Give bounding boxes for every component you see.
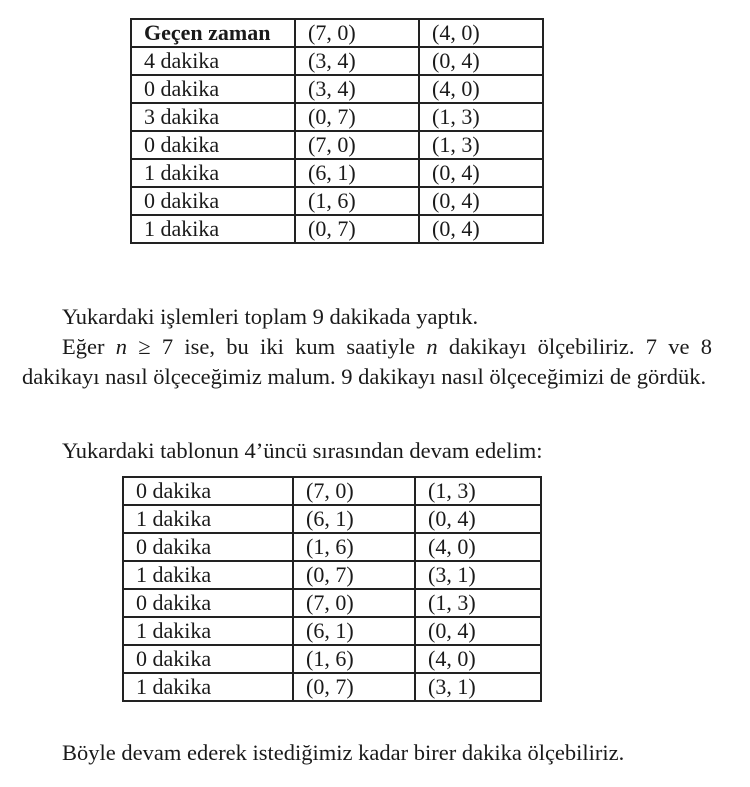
- table-cell: (4, 0): [415, 533, 541, 561]
- table-cell: (1, 3): [415, 589, 541, 617]
- table-cell: 1 dakika: [123, 505, 293, 533]
- table-cell: 0 dakika: [123, 645, 293, 673]
- table-cell: (0, 7): [295, 215, 419, 243]
- paragraph-text: Eğer: [62, 334, 116, 359]
- table-row: [123, 477, 541, 505]
- table-cell: (4, 0): [419, 75, 543, 103]
- table-cell: 0 dakika: [131, 75, 295, 103]
- table-cell: (0, 7): [293, 673, 415, 701]
- table-header-row: [131, 19, 543, 47]
- time-table-first: [130, 18, 544, 244]
- table-cell: (1, 6): [295, 187, 419, 215]
- table-cell: (0, 7): [295, 103, 419, 131]
- table-cell: (3, 1): [415, 561, 541, 589]
- table-cell: (0, 7): [293, 561, 415, 589]
- table-cell: (7, 0): [293, 589, 415, 617]
- table-cell: (3, 4): [295, 47, 419, 75]
- table-row: [131, 215, 543, 243]
- paragraph-text: ≥ 7 ise, bu iki kum saatiyle: [127, 334, 427, 359]
- table-cell: (7, 0): [293, 477, 415, 505]
- paragraph-text: dakikayı ölçebiliriz. 7 ve 8 dakikayı nasıl ölçeceğimiz malum. 9 dakikayı nasıl ölçeceğimizi de gördük.: [22, 334, 712, 389]
- table-cell: (4, 0): [415, 645, 541, 673]
- table-cell: (1, 6): [293, 533, 415, 561]
- table-cell: (3, 1): [415, 673, 541, 701]
- table-header-cell: (4, 0): [419, 19, 543, 47]
- paragraph-n-minutes: [22, 332, 712, 392]
- table-cell: 1 dakika: [123, 673, 293, 701]
- table-row: [123, 561, 541, 589]
- table-cell: (0, 4): [415, 505, 541, 533]
- table-cell: (0, 4): [419, 215, 543, 243]
- variable-n: n: [115, 334, 127, 359]
- table-cell: 0 dakika: [131, 131, 295, 159]
- table-cell: (0, 4): [415, 617, 541, 645]
- table-cell: 1 dakika: [123, 561, 293, 589]
- table-cell: 1 dakika: [131, 159, 295, 187]
- table-row: [123, 505, 541, 533]
- table-cell: (3, 4): [295, 75, 419, 103]
- table-cell: 1 dakika: [123, 617, 293, 645]
- table-cell: (6, 1): [293, 505, 415, 533]
- table-cell: (6, 1): [293, 617, 415, 645]
- table-row: [123, 533, 541, 561]
- variable-n: n: [426, 334, 438, 359]
- paragraph-conclusion: Böyle devam ederek istediğimiz kadar birer dakika ölçebiliriz.: [62, 740, 625, 765]
- table-cell: (1, 3): [419, 103, 543, 131]
- paragraph-total-time: Yukardaki işlemleri toplam 9 dakikada yaptık.: [62, 304, 479, 329]
- table-cell: 0 dakika: [131, 187, 295, 215]
- table-row: [123, 617, 541, 645]
- paragraph-continue: Yukardaki tablonun 4’üncü sırasından devam edelim:: [62, 438, 543, 463]
- table-header-cell: Geçen zaman: [131, 19, 295, 47]
- table-row: [131, 187, 543, 215]
- table-cell: (0, 4): [419, 47, 543, 75]
- table-cell: 0 dakika: [123, 589, 293, 617]
- table-cell: (7, 0): [295, 131, 419, 159]
- table-cell: (0, 4): [419, 187, 543, 215]
- table-row: [131, 47, 543, 75]
- table-cell: (0, 4): [419, 159, 543, 187]
- table-row: [123, 589, 541, 617]
- table-cell: 1 dakika: [131, 215, 295, 243]
- table-cell: (1, 6): [293, 645, 415, 673]
- table-cell: 4 dakika: [131, 47, 295, 75]
- table-row: [123, 645, 541, 673]
- table-cell: 0 dakika: [123, 533, 293, 561]
- table-cell: 3 dakika: [131, 103, 295, 131]
- table-cell: (6, 1): [295, 159, 419, 187]
- table-row: [131, 103, 543, 131]
- table-row: [123, 673, 541, 701]
- time-table-second: [122, 476, 542, 702]
- table-header-cell: (7, 0): [295, 19, 419, 47]
- table-cell: (1, 3): [419, 131, 543, 159]
- table-row: [131, 131, 543, 159]
- table-cell: 0 dakika: [123, 477, 293, 505]
- table-cell: (1, 3): [415, 477, 541, 505]
- table-row: [131, 75, 543, 103]
- table-row: [131, 159, 543, 187]
